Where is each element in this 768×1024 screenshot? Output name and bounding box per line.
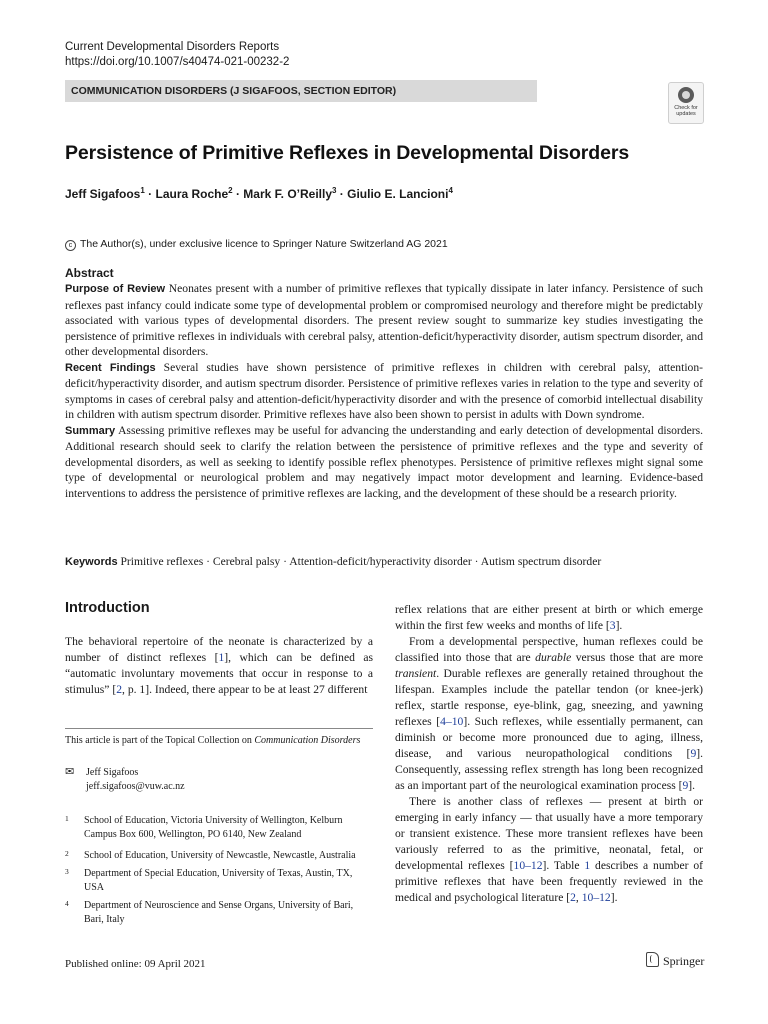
footnote-divider bbox=[65, 728, 373, 729]
copyright-line bbox=[65, 237, 448, 251]
keywords-label: Keywords bbox=[65, 556, 118, 568]
topical-collection-note: This article is part of the Topical Collection on Communication Disorders bbox=[65, 735, 361, 746]
affiliation-number: 3 bbox=[65, 867, 69, 876]
summary-label: Summary bbox=[65, 424, 116, 437]
intro-paragraph: There is another class of reflexes — present at birth or emerging in early infancy — that usually have a more temporary or transient existence. These more transient reflexes have been variously referred to as the primitive, neonatal, fetal, or developmental reflexes [10–12]. Table 1 describes a number of primitive reflexes that have been frequently reviewed in the medical and psychological literature [2, 10–12]. bbox=[395, 795, 703, 904]
author-name[interactable]: Jeff Sigafoos bbox=[65, 187, 141, 201]
affiliation-number: 2 bbox=[65, 849, 69, 858]
citation-link[interactable]: 2 bbox=[570, 891, 576, 904]
publisher-logo bbox=[646, 952, 704, 969]
author-separator: · bbox=[232, 187, 244, 201]
springer-horse-icon bbox=[646, 952, 659, 967]
citation-link[interactable]: 4–10 bbox=[440, 715, 464, 728]
intro-paragraph: The behavioral repertoire of the neonate is characterized by a number of distinct reflexes [1], which can be defined as “automatic involuntary movements that occur in response to a stimulus” [2, p. 1]. Indeed, there appear to be at least 27 different bbox=[65, 635, 373, 696]
affiliation-number: 1 bbox=[65, 814, 69, 823]
abstract-heading: Abstract bbox=[65, 266, 114, 280]
check-for-updates-badge[interactable] bbox=[668, 82, 704, 124]
corresponding-author bbox=[65, 766, 185, 793]
copyright-text: The Author(s), under exclusive licence to Springer Nature Switzerland AG 2021 bbox=[80, 238, 448, 250]
author-name[interactable]: Laura Roche bbox=[155, 187, 229, 201]
article-title: Persistence of Primitive Reflexes in Developmental Disorders bbox=[65, 142, 630, 164]
abstract-findings bbox=[65, 360, 703, 423]
abstract-summary bbox=[65, 423, 703, 502]
check-updates-icon bbox=[678, 87, 694, 103]
envelope-icon: ✉ bbox=[65, 766, 75, 778]
author-affil-ref: 1 bbox=[140, 186, 145, 195]
author-name[interactable]: Giulio E. Lancioni bbox=[347, 187, 449, 201]
citation-link[interactable]: 10–12 bbox=[513, 859, 543, 872]
citation-link[interactable]: 2 bbox=[116, 683, 123, 696]
abstract-purpose bbox=[65, 281, 703, 360]
keyword: Primitive reflexes bbox=[120, 555, 204, 568]
copyright-icon: c bbox=[65, 240, 76, 251]
badge-line-2: updates bbox=[676, 111, 696, 117]
journal-name: Current Developmental Disorders Reports bbox=[65, 41, 280, 53]
affiliation bbox=[65, 849, 373, 863]
keyword-separator: · bbox=[203, 555, 213, 568]
keyword: Attention-deficit/hyperactivity disorder bbox=[289, 555, 472, 568]
author-separator: · bbox=[336, 187, 348, 201]
abstract bbox=[65, 266, 703, 501]
summary-text: Assessing primitive reflexes may be useful for advancing the understanding and early detection of developmental disorders. Additional research should seek to clarify the relation between the persistence of primitive reflexes and the type and severity of developmental disorders, as well as seeking to identify possible reflex phenotypes. Persistence of primitive reflexes might signal some type of developmental or neurological problem and may negatively impact motor development and learning. Evidence-based interventions to address the persistence of primitive reflexes are lacking, and the development of these should be a research priority. bbox=[65, 423, 703, 500]
affiliation-number: 4 bbox=[65, 899, 69, 908]
affiliation bbox=[65, 814, 373, 841]
section-banner: COMMUNICATION DISORDERS (J SIGAFOOS, SECTION EDITOR) bbox=[65, 80, 537, 102]
publisher-name: Springer bbox=[663, 954, 705, 968]
keyword: Cerebral palsy bbox=[212, 555, 281, 568]
citation-link[interactable]: 3 bbox=[609, 619, 616, 632]
author-list bbox=[65, 183, 453, 202]
introduction-heading: Introduction bbox=[65, 600, 150, 616]
journal-doi[interactable]: https://doi.org/10.1007/s40474-021-00232-2 bbox=[65, 56, 290, 68]
collection-name: Communication Disorders bbox=[254, 735, 361, 746]
table-link[interactable]: 1 bbox=[584, 859, 591, 872]
findings-text: Several studies have shown persistence of primitive reflexes in children with cerebral palsy, attention-deficit/hyperactivity disorder, and autism spectrum disorder. Persistence of primitive reflexes varies in relation to the type and severity of symptoms in cases of cerebral palsy and attention-deficit/hyperactivity disorder and with the presence of comorbid intellectual disability in children with autism spectrum disorder. Primitive reflexes have also been shown to persist in adults with Down syndrome. bbox=[65, 360, 703, 421]
citation-link[interactable]: 1 bbox=[218, 651, 225, 664]
affiliation-text: School of Education, University of Newcastle, Newcastle, Australia bbox=[84, 850, 356, 861]
keywords bbox=[65, 554, 601, 570]
affiliation-text: School of Education, Victoria University of Wellington, Kelburn Campus Box 600, Wellington, PO 6140, New Zealand bbox=[84, 815, 343, 840]
author-affil-ref: 3 bbox=[332, 186, 337, 195]
keyword: Autism spectrum disorder bbox=[480, 555, 602, 568]
author-name[interactable]: Mark F. O’Reilly bbox=[243, 187, 332, 201]
keyword-separator: · bbox=[280, 555, 290, 568]
keyword-separator: · bbox=[471, 555, 481, 568]
contact-email[interactable]: jeff.sigafoos@vuw.ac.nz bbox=[86, 780, 185, 792]
affiliation-text: Department of Special Education, University of Texas, Austin, TX, USA bbox=[84, 868, 353, 893]
findings-label: Recent Findings bbox=[65, 361, 156, 374]
intro-paragraph: From a developmental perspective, human reflexes could be classified into those that are durable versus those that are more transient. Durable reflexes are generally retained throughout the lifespan. Examples include the patellar tendon (or knee-jerk) reflex, startle response, eye-blink, gag, sneezing, and yawning reflexes [4–10]. Such reflexes, while essentially permanent, can diminish or become more pronounced due to aging, illness, disease, and various neuropathological conditions [9]. Consequently, assessing reflex strength has long been recognized as an important part of the neurological examination process [9]. bbox=[395, 635, 704, 792]
left-column bbox=[65, 634, 373, 698]
published-date: Published online: 09 April 2021 bbox=[65, 958, 206, 970]
author-affil-ref: 4 bbox=[448, 186, 453, 195]
citation-link[interactable]: 9 bbox=[682, 779, 689, 792]
journal-header bbox=[65, 40, 289, 70]
purpose-label: Purpose of Review bbox=[65, 283, 166, 295]
affiliation bbox=[65, 867, 373, 894]
author-affil-ref: 2 bbox=[228, 186, 233, 195]
author-separator: · bbox=[144, 187, 156, 201]
citation-link[interactable]: 9 bbox=[690, 747, 697, 760]
affiliation bbox=[65, 899, 373, 926]
right-column bbox=[395, 602, 703, 906]
citation-link[interactable]: 10–12 bbox=[581, 891, 611, 904]
badge-line-1: Check for bbox=[674, 105, 698, 111]
purpose-text: Neonates present with a number of primitive reflexes that typically dissipate in later infancy. Persistence of such reflexes past infancy could indicate some type of developmental problem or compromised neurology and therefore might be predictably associated with various types of developmental disorders. The present review sought to summarize key studies investigating the persistence of primitive reflexes in individuals with cerebral palsy, attention-deficit/hyperactivity disorder, autism spectrum disorder, and other developmental disorders. bbox=[65, 282, 703, 358]
intro-paragraph: reflex relations that are either present at birth or which emerge within the first few weeks and months of life [3]. bbox=[395, 603, 703, 632]
affiliation-text: Department of Neuroscience and Sense Organs, University of Bari, Bari, Italy bbox=[84, 900, 354, 925]
contact-name: Jeff Sigafoos bbox=[86, 767, 139, 778]
